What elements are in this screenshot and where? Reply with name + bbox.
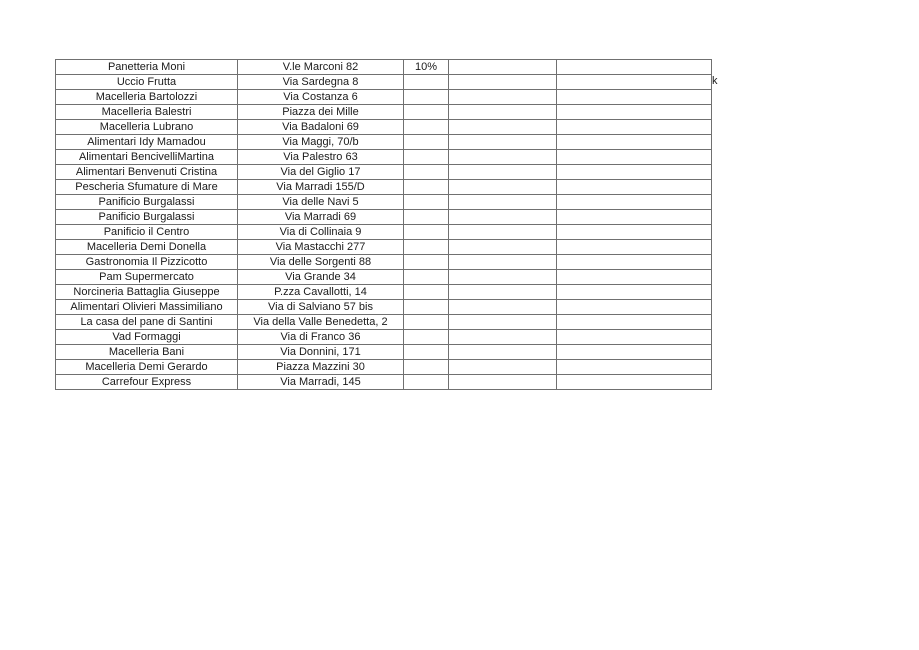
table-row bbox=[56, 300, 712, 315]
cell-shop-name: Macelleria Lubrano bbox=[56, 120, 238, 135]
cell-address: Via del Giglio 17 bbox=[238, 165, 404, 180]
cell-percent bbox=[404, 120, 449, 135]
table-row bbox=[56, 225, 712, 240]
cell-extra-1 bbox=[449, 270, 557, 285]
cell-shop-name: Macelleria Balestri bbox=[56, 105, 238, 120]
cell-percent bbox=[404, 330, 449, 345]
cell-address: Via di Salviano 57 bis bbox=[238, 300, 404, 315]
cell-percent bbox=[404, 225, 449, 240]
cell-address: Via di Franco 36 bbox=[238, 330, 404, 345]
table-row bbox=[56, 195, 712, 210]
cell-extra-1 bbox=[449, 330, 557, 345]
cell-percent bbox=[404, 255, 449, 270]
cell-extra-2 bbox=[557, 345, 712, 360]
cell-extra-2 bbox=[557, 210, 712, 225]
cell-extra-1 bbox=[449, 105, 557, 120]
cell-address: Piazza Mazzini 30 bbox=[238, 360, 404, 375]
table-row bbox=[56, 360, 712, 375]
cell-extra-1 bbox=[449, 210, 557, 225]
cell-address: V.le Marconi 82 bbox=[238, 60, 404, 75]
cell-extra-2 bbox=[557, 195, 712, 210]
table-row bbox=[56, 315, 712, 330]
cell-extra-1 bbox=[449, 180, 557, 195]
cell-address: Via Palestro 63 bbox=[238, 150, 404, 165]
table-row bbox=[56, 165, 712, 180]
cell-extra-1 bbox=[449, 360, 557, 375]
table-row bbox=[56, 270, 712, 285]
table-row bbox=[56, 345, 712, 360]
cell-address: Via Marradi 69 bbox=[238, 210, 404, 225]
table-row bbox=[56, 75, 712, 90]
cell-extra-1 bbox=[449, 315, 557, 330]
cell-address: Via Maggi, 70/b bbox=[238, 135, 404, 150]
cell-address: Via Marradi 155/D bbox=[238, 180, 404, 195]
cell-extra-2 bbox=[557, 360, 712, 375]
cell-extra-2 bbox=[557, 120, 712, 135]
table-row bbox=[56, 330, 712, 345]
cell-extra-2 bbox=[557, 270, 712, 285]
cell-percent bbox=[404, 90, 449, 105]
table-row bbox=[56, 285, 712, 300]
cell-percent bbox=[404, 300, 449, 315]
cell-shop-name: Norcineria Battaglia Giuseppe bbox=[56, 285, 238, 300]
cell-address: Via Donnini, 171 bbox=[238, 345, 404, 360]
cell-percent bbox=[404, 210, 449, 225]
shops-table-container bbox=[55, 59, 712, 390]
cell-shop-name: Gastronomia Il Pizzicotto bbox=[56, 255, 238, 270]
cell-extra-2 bbox=[557, 255, 712, 270]
cell-percent bbox=[404, 360, 449, 375]
cell-address: Via Grande 34 bbox=[238, 270, 404, 285]
cell-shop-name: Panificio il Centro bbox=[56, 225, 238, 240]
cell-extra-1 bbox=[449, 255, 557, 270]
cell-extra-2 bbox=[557, 330, 712, 345]
stray-text-k: k bbox=[712, 75, 718, 87]
cell-percent bbox=[404, 180, 449, 195]
cell-address: Via Costanza 6 bbox=[238, 90, 404, 105]
cell-extra-2 bbox=[557, 150, 712, 165]
cell-shop-name: Panificio Burgalassi bbox=[56, 195, 238, 210]
cell-address: Via di Collinaia 9 bbox=[238, 225, 404, 240]
cell-extra-2 bbox=[557, 105, 712, 120]
cell-address: P.zza Cavallotti, 14 bbox=[238, 285, 404, 300]
table-row bbox=[56, 135, 712, 150]
cell-address: Via della Valle Benedetta, 2 bbox=[238, 315, 404, 330]
cell-address: Via Badaloni 69 bbox=[238, 120, 404, 135]
shops-table-body bbox=[56, 60, 712, 390]
cell-percent bbox=[404, 75, 449, 90]
cell-percent bbox=[404, 285, 449, 300]
cell-percent bbox=[404, 375, 449, 390]
cell-shop-name: Uccio Frutta bbox=[56, 75, 238, 90]
cell-extra-2 bbox=[557, 240, 712, 255]
cell-extra-2 bbox=[557, 285, 712, 300]
table-row bbox=[56, 150, 712, 165]
cell-shop-name: Alimentari Idy Mamadou bbox=[56, 135, 238, 150]
cell-extra-2 bbox=[557, 135, 712, 150]
cell-percent bbox=[404, 150, 449, 165]
cell-address: Via Sardegna 8 bbox=[238, 75, 404, 90]
cell-extra-2 bbox=[557, 75, 712, 90]
cell-percent bbox=[404, 315, 449, 330]
cell-extra-1 bbox=[449, 90, 557, 105]
cell-shop-name: Pam Supermercato bbox=[56, 270, 238, 285]
cell-extra-1 bbox=[449, 165, 557, 180]
cell-shop-name: Panificio Burgalassi bbox=[56, 210, 238, 225]
cell-extra-2 bbox=[557, 315, 712, 330]
cell-extra-1 bbox=[449, 240, 557, 255]
cell-extra-1 bbox=[449, 120, 557, 135]
cell-shop-name: Alimentari Olivieri Massimiliano bbox=[56, 300, 238, 315]
cell-shop-name: Macelleria Demi Donella bbox=[56, 240, 238, 255]
cell-address: Via Marradi, 145 bbox=[238, 375, 404, 390]
cell-percent bbox=[404, 165, 449, 180]
table-row bbox=[56, 120, 712, 135]
cell-percent bbox=[404, 135, 449, 150]
cell-shop-name: Carrefour Express bbox=[56, 375, 238, 390]
table-row bbox=[56, 90, 712, 105]
cell-extra-2 bbox=[557, 180, 712, 195]
cell-percent bbox=[404, 105, 449, 120]
table-row bbox=[56, 60, 712, 75]
cell-extra-1 bbox=[449, 375, 557, 390]
cell-extra-1 bbox=[449, 150, 557, 165]
cell-shop-name: Macelleria Bani bbox=[56, 345, 238, 360]
cell-extra-1 bbox=[449, 60, 557, 75]
cell-extra-2 bbox=[557, 375, 712, 390]
cell-shop-name: Vad Formaggi bbox=[56, 330, 238, 345]
table-row bbox=[56, 210, 712, 225]
cell-extra-2 bbox=[557, 300, 712, 315]
cell-shop-name: Macelleria Bartolozzi bbox=[56, 90, 238, 105]
cell-shop-name: Panetteria Moni bbox=[56, 60, 238, 75]
shops-table bbox=[55, 59, 712, 390]
cell-address: Piazza dei Mille bbox=[238, 105, 404, 120]
table-row bbox=[56, 105, 712, 120]
table-row bbox=[56, 375, 712, 390]
cell-address: Via delle Sorgenti 88 bbox=[238, 255, 404, 270]
cell-shop-name: La casa del pane di Santini bbox=[56, 315, 238, 330]
cell-extra-2 bbox=[557, 60, 712, 75]
table-row bbox=[56, 180, 712, 195]
cell-extra-2 bbox=[557, 90, 712, 105]
cell-extra-1 bbox=[449, 225, 557, 240]
cell-extra-1 bbox=[449, 195, 557, 210]
cell-extra-2 bbox=[557, 165, 712, 180]
cell-shop-name: Pescheria Sfumature di Mare bbox=[56, 180, 238, 195]
cell-shop-name: Alimentari Benvenuti Cristina bbox=[56, 165, 238, 180]
cell-percent bbox=[404, 270, 449, 285]
cell-percent: 10% bbox=[404, 60, 449, 75]
cell-extra-1 bbox=[449, 135, 557, 150]
cell-percent bbox=[404, 240, 449, 255]
cell-address: Via Mastacchi 277 bbox=[238, 240, 404, 255]
cell-percent bbox=[404, 345, 449, 360]
cell-shop-name: Macelleria Demi Gerardo bbox=[56, 360, 238, 375]
cell-extra-1 bbox=[449, 345, 557, 360]
cell-extra-1 bbox=[449, 285, 557, 300]
cell-extra-1 bbox=[449, 300, 557, 315]
cell-shop-name: Alimentari BencivelliMartina bbox=[56, 150, 238, 165]
cell-address: Via delle Navi 5 bbox=[238, 195, 404, 210]
cell-extra-2 bbox=[557, 225, 712, 240]
table-row bbox=[56, 255, 712, 270]
cell-extra-1 bbox=[449, 75, 557, 90]
cell-percent bbox=[404, 195, 449, 210]
table-row bbox=[56, 240, 712, 255]
